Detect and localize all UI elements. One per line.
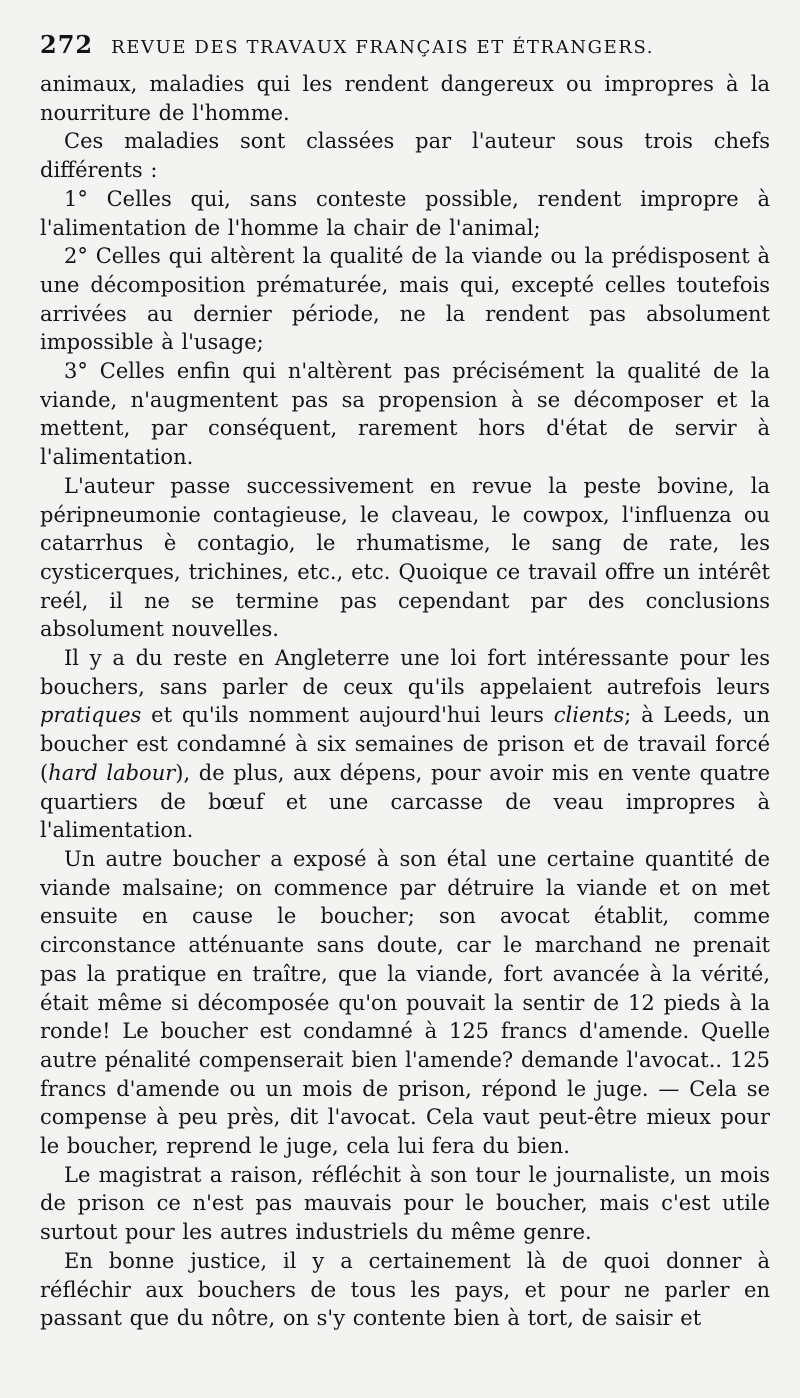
page-header (40, 30, 770, 70)
article-body (40, 70, 770, 1333)
italic-pratiques: pratiques (40, 703, 142, 728)
paragraph-8: Un autre boucher a exposé à son étal une certaine quantité de viande malsaine; on commence par détruire la viande et on met ensuite en cause le boucher; son avocat établit, comme circonstance atténuante sans doute, car le marchand ne prenait pas la pratique en traître, que la viande, fort avancée à la vérité, était même si décomposée qu'on pouvait la sentir de 12 pieds à la ronde! Le boucher est condamné à 125 francs d'amende. Quelle autre pénalité compenserait bien l'amende? demande l'avocat.. 125 francs d'amende ou un mois de prison, répond le juge. — Cela se compense à peu près, dit l'avocat. Cela vaut peut-être mieux pour le boucher, reprend le juge, cela lui fera du bien. (40, 846, 770, 1159)
paragraph-7-text-d: ), de plus, aux dépens, pour avoir mis en vente quatre quartiers de bœuf et une carcasse de veau impropres à l'alimentation. (40, 760, 770, 843)
paragraph-4: 2° Celles qui altèrent la qualité de la viande ou la prédisposent à une décomposition prématurée, mais qui, excepté celles toutefois arrivées au dernier période, ne la rendent pas absolument impossible à l'usage; (40, 244, 770, 355)
paragraph-7-text-c: ; à Leeds, un boucher est condamné à six semaines de prison et de travail forcé ( (40, 703, 770, 785)
paragraph-2: Ces maladies sont classées par l'auteur sous trois chefs différents : (40, 129, 770, 183)
paragraph-7-text-b: et qu'ils nomment aujourd'hui leurs (141, 703, 554, 728)
paragraph-7 (40, 644, 770, 845)
paragraph-3: 1° Celles qui, sans conteste possible, rendent impropre à l'alimentation de l'homme la chair de l'animal; (40, 186, 770, 240)
paragraph-6: L'auteur passe successivement en revue la peste bovine, la péripneumonie contagieuse, le claveau, le cowpox, l'influenza ou catarrhus è contagio, le rhumatisme, le sang de rate, les cysticerques, trichines, etc., etc. Quoique ce travail offre un intérêt reél, il ne se termine pas cependant par des conclusions absolument nouvelles. (40, 473, 770, 642)
paragraph-9: Le magistrat a raison, réfléchit à son tour le journaliste, un mois de prison ce n'est pas mauvais pour le boucher, mais c'est utile surtout pour les autres industriels du même genre. (40, 1162, 770, 1245)
running-title: REVUE DES TRAVAUX FRANÇAIS ET ÉTRANGERS. (111, 37, 655, 58)
paragraph-7-text-a: Il y a du reste en Angleterre une loi fort intéressante pour les bouchers, sans parler de ceux qu'ils appelaient autrefois leurs (40, 646, 770, 699)
italic-hard-labour: hard labour (48, 760, 176, 785)
paragraph-10: En bonne justice, il y a certainement là de quoi donner à réfléchir aux bouchers de tous les pays, et pour ne parler en passant que du nôtre, on s'y contente bien à tort, de saisir et (40, 1248, 770, 1331)
italic-clients: clients (553, 703, 625, 728)
page-number: 272 (40, 30, 94, 59)
paragraph-1: animaux, maladies qui les rendent dangereux ou impropres à la nourriture de l'homme. (40, 72, 770, 125)
paragraph-5: 3° Celles enfin qui n'altèrent pas précisément la qualité de la viande, n'augmentent pas sa propension à se décomposer et la mettent, par conséquent, rarement hors d'état de servir à l'alimentation. (40, 359, 770, 470)
